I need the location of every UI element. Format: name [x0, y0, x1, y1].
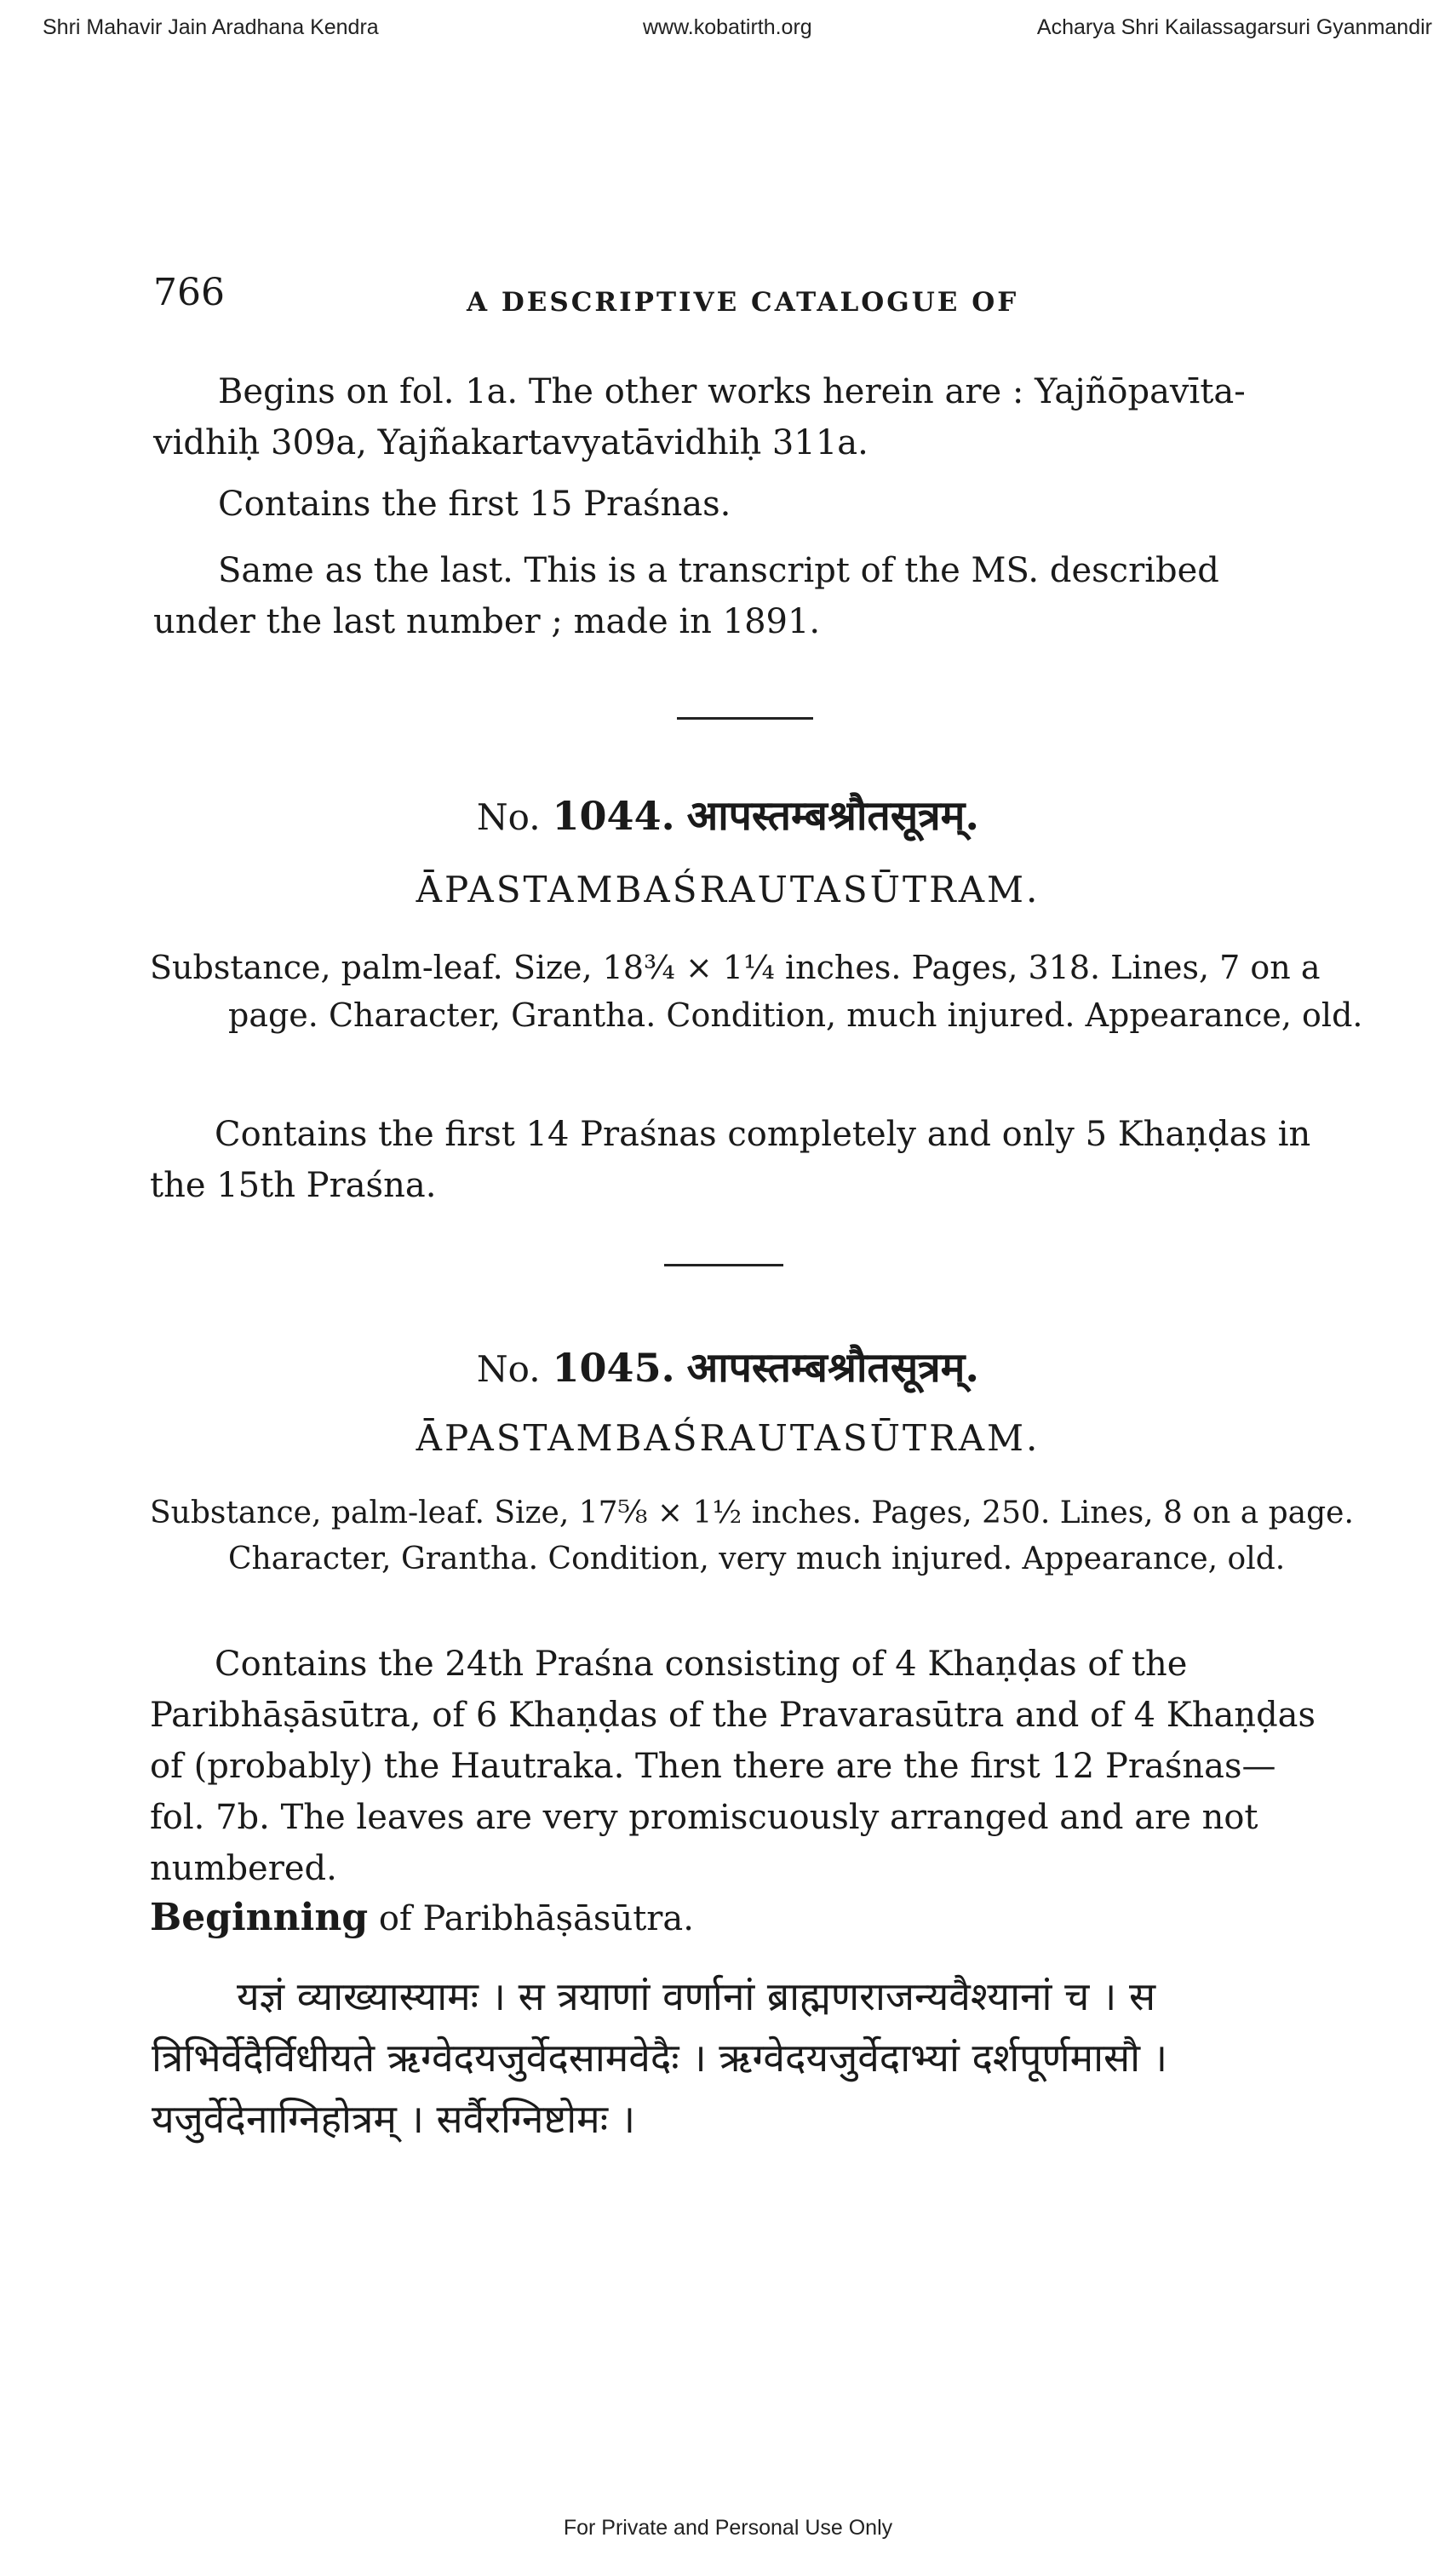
prev-entry-note: Same as the last. This is a transcript of the MS. described under the last number ; made in 1891.	[153, 551, 1219, 641]
beginning-source: of Paribhāṣāsūtra.	[378, 1899, 694, 1938]
page-number: 766	[153, 271, 225, 314]
sanskrit-beginning-text: यज्ञं व्याख्यास्यामः । स त्रयाणां वर्णानां ब्राह्मणराजन्यवैश्यानां च । स त्रिभिर्वेदैर्विधीयते ऋग्वेदयजुर्वेदसामवेदैः । ऋग्वेदयजुर्वेदाभ्यां दर्शपूर्णमासौ । यजुर्वेदेनाग्निहोत्रम् । सर्वैरग्निष्टोमः ।	[152, 1973, 1168, 2142]
entry-1045-contents: Contains the 24th Praśna consisting of 4 Khaṇḍas of the Paribhāṣāsūtra, of 6 Khaṇḍas of the Pravarasūtra and of 4 Khaṇḍas of (probably) the Hautraka. Then there are the first 12 Praśnas—fol. 7b. The leaves are very promiscuously arranged and are not numbered.	[150, 1645, 1316, 1888]
beginning-label: Beginning	[150, 1896, 369, 1939]
entry-1045-no-label: No.	[476, 1348, 541, 1390]
entry-1045-devanagari-title: आपस्तम्बश्रौतसूत्रम्.	[686, 1344, 980, 1392]
entry-1044-devanagari-title: आपस्तम्बश्रौतसूत्रम्.	[686, 792, 980, 840]
entry-1044-description: Substance, palm-leaf. Size, 18¾ × 1¼ inches. Pages, 318. Lines, 7 on a page. Character, Grantha. Condition, much injured. Appearance, old.	[150, 949, 1363, 1034]
section-divider	[664, 1264, 783, 1266]
running-head: A DESCRIPTIVE CATALOGUE OF	[467, 287, 1019, 318]
prev-entry-begins: Begins on fol. 1a. The other works herein are : Yajñōpavīta-vidhiḥ 309a, Yajñakartavyatāvidhiḥ 311a.	[153, 372, 1246, 462]
prev-entry-contains: Contains the first 15 Praśnas.	[218, 485, 731, 524]
entry-1045-roman-title: ĀPASTAMBAŚRAUTASŪTRAM.	[416, 1417, 1040, 1459]
entry-1045-heading	[0, 1339, 1456, 1394]
entry-1044-number: 1044.	[552, 793, 675, 839]
header-left-text: Shri Mahavir Jain Aradhana Kendra	[43, 15, 379, 39]
entry-1045-number: 1045.	[552, 1345, 675, 1391]
entry-1044-roman-title: ĀPASTAMBAŚRAUTASŪTRAM.	[416, 869, 1040, 910]
entry-1044-heading	[0, 787, 1456, 842]
header-website-link[interactable]: www.kobatirth.org	[643, 15, 812, 39]
entry-1044-no-label: No.	[476, 796, 541, 838]
entry-1045-description: Substance, palm-leaf. Size, 17⅝ × 1½ inches. Pages, 250. Lines, 8 on a page. Character, Grantha. Condition, very much injured. Appearance, old.	[150, 1496, 1354, 1576]
entry-1044-contents: Contains the first 14 Praśnas completely and only 5 Khaṇḍas in the 15th Praśna.	[150, 1115, 1311, 1205]
site-header	[0, 12, 1456, 46]
section-divider	[677, 717, 813, 720]
header-right-text: Acharya Shri Kailassagarsuri Gyanmandir	[1036, 15, 1432, 39]
footer-text: For Private and Personal Use Only	[563, 2516, 893, 2540]
beginning-line	[150, 1892, 1328, 1944]
